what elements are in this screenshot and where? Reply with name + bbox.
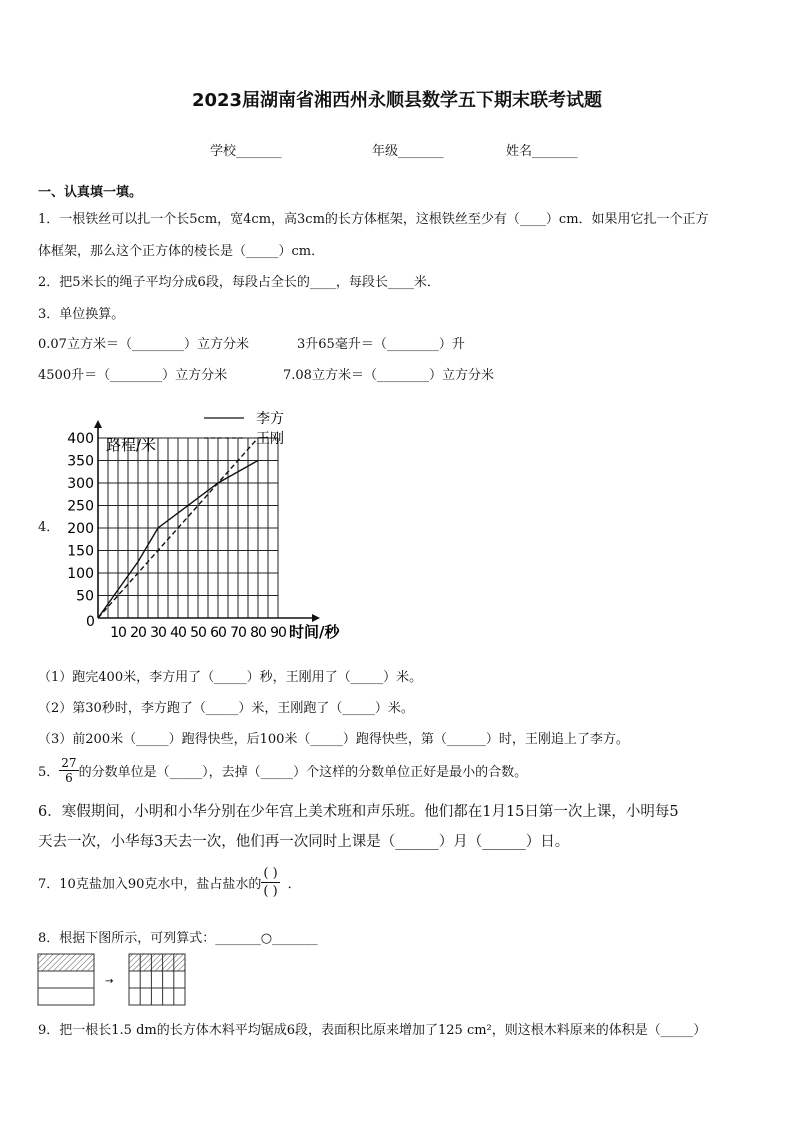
q5-text: 的分数单位是（_____），去掉（_____）个这样的分数单位正好是最小的合数。 <box>78 765 528 780</box>
q3-item-a: 0.07立方米＝（________）立方分米 <box>38 337 249 352</box>
x-tick-label: 50 <box>190 625 206 641</box>
x-axis-label: 时间/秒 <box>289 623 340 641</box>
legend-label: 王刚 <box>256 431 284 447</box>
origin-label: 0 <box>86 614 95 630</box>
q8-text: 8．根据下图所示，可列算式：_______○_______ <box>38 931 318 946</box>
q1-line2: 体框架，那么这个正方体的棱长是（_____）cm． <box>38 244 325 259</box>
distance-time-chart <box>60 404 360 644</box>
q3-item-d: 7.08立方米＝（________）立方分米 <box>283 368 494 383</box>
q7-text: 7．10克盐加入90克水中，盐占盐水的 <box>38 877 262 892</box>
q6-line2: 天去一次，小华每3天去一次，他们再一次同时上课是（______）月（______）日。 <box>38 834 570 850</box>
q5-fraction <box>59 756 78 785</box>
q7-denominator: ( ) <box>263 884 278 899</box>
q7-end: ． <box>287 877 301 892</box>
x-axis-arrow-icon <box>312 614 320 622</box>
q4-part3: （3）前200米（_____）跑得快些，后100米（_____）跑得快些，第（______）时，王刚追上了李方。 <box>38 732 629 747</box>
page-title: 2023届湖南省湘西州永顺县数学五下期末联考试题 <box>191 90 603 111</box>
legend-label: 李方 <box>256 411 284 427</box>
y-tick-label: 350 <box>67 453 94 470</box>
y-tick-label: 50 <box>76 588 94 605</box>
left-bar <box>38 954 94 1005</box>
q5-number: 5． <box>38 765 60 780</box>
q7-fraction <box>261 865 279 900</box>
fraction-diagram <box>37 953 187 1008</box>
y-axis-arrow-icon <box>94 420 102 428</box>
x-tick-labels <box>110 625 286 641</box>
q4-part1: （1）跑完400米，李方用了（_____）秒，王刚用了（_____）米。 <box>38 670 423 685</box>
y-tick-label: 300 <box>67 476 94 492</box>
x-tick-label: 90 <box>270 625 286 641</box>
name-field: 姓名_______ <box>506 144 578 159</box>
right-bar <box>129 954 185 1005</box>
q3-item-c: 4500升＝（________）立方分米 <box>38 368 228 383</box>
x-tick-label: 70 <box>230 625 246 641</box>
y-tick-label: 200 <box>67 521 94 537</box>
q4-number: 4． <box>38 520 60 535</box>
grade-field: 年级_______ <box>372 144 444 159</box>
q3-title: 3．单位换算。 <box>38 307 125 322</box>
y-axis-label: 路程/米 <box>106 436 157 454</box>
q1-line1: 1．一根铁丝可以扎一个长5cm，宽4cm，高3cm的长方体框架，这根铁丝至少有（____）cm．如果用它扎一个正方 <box>38 212 709 227</box>
school-field: 学校_______ <box>210 144 282 159</box>
arrow-icon: → <box>105 976 114 987</box>
x-tick-label: 40 <box>170 625 186 641</box>
y-tick-label: 400 <box>67 431 94 447</box>
q5-line <box>38 756 527 785</box>
y-tick-label: 250 <box>67 498 94 515</box>
q5-denominator: 6 <box>65 771 73 785</box>
q5-numerator: 27 <box>61 756 77 770</box>
x-tick-label: 80 <box>250 625 266 641</box>
q6-line1: 6．寒假期间，小明和小华分别在少年宫上美术班和声乐班。他们都在1月15日第一次上课，小明每5 <box>38 804 679 820</box>
chart-legend <box>204 410 284 447</box>
x-tick-label: 30 <box>150 625 166 641</box>
q7-line <box>38 865 301 900</box>
section-heading: 一、认真填一填。 <box>38 185 143 200</box>
q7-numerator: ( ) <box>263 866 278 881</box>
q9-text: 9．把一根长1.5 dm的长方体木料平均锯成6段，表面积比原来增加了125 cm²，则这根木料原来的体积是（_____） <box>38 1023 707 1038</box>
y-tick-label: 150 <box>67 543 94 560</box>
q2-text: 2．把5米长的绳子平均分成6段，每段占全长的____，每段长____米． <box>38 275 440 290</box>
x-tick-label: 20 <box>130 625 146 641</box>
q3-item-b: 3升65毫升＝（________）升 <box>297 337 465 352</box>
x-tick-label: 10 <box>110 625 126 641</box>
y-tick-labels <box>67 431 94 605</box>
q4-part2: （2）第30秒时，李方跑了（_____）米，王刚跑了（_____）米。 <box>38 701 414 716</box>
x-tick-label: 60 <box>210 625 226 641</box>
y-tick-label: 100 <box>67 566 94 582</box>
